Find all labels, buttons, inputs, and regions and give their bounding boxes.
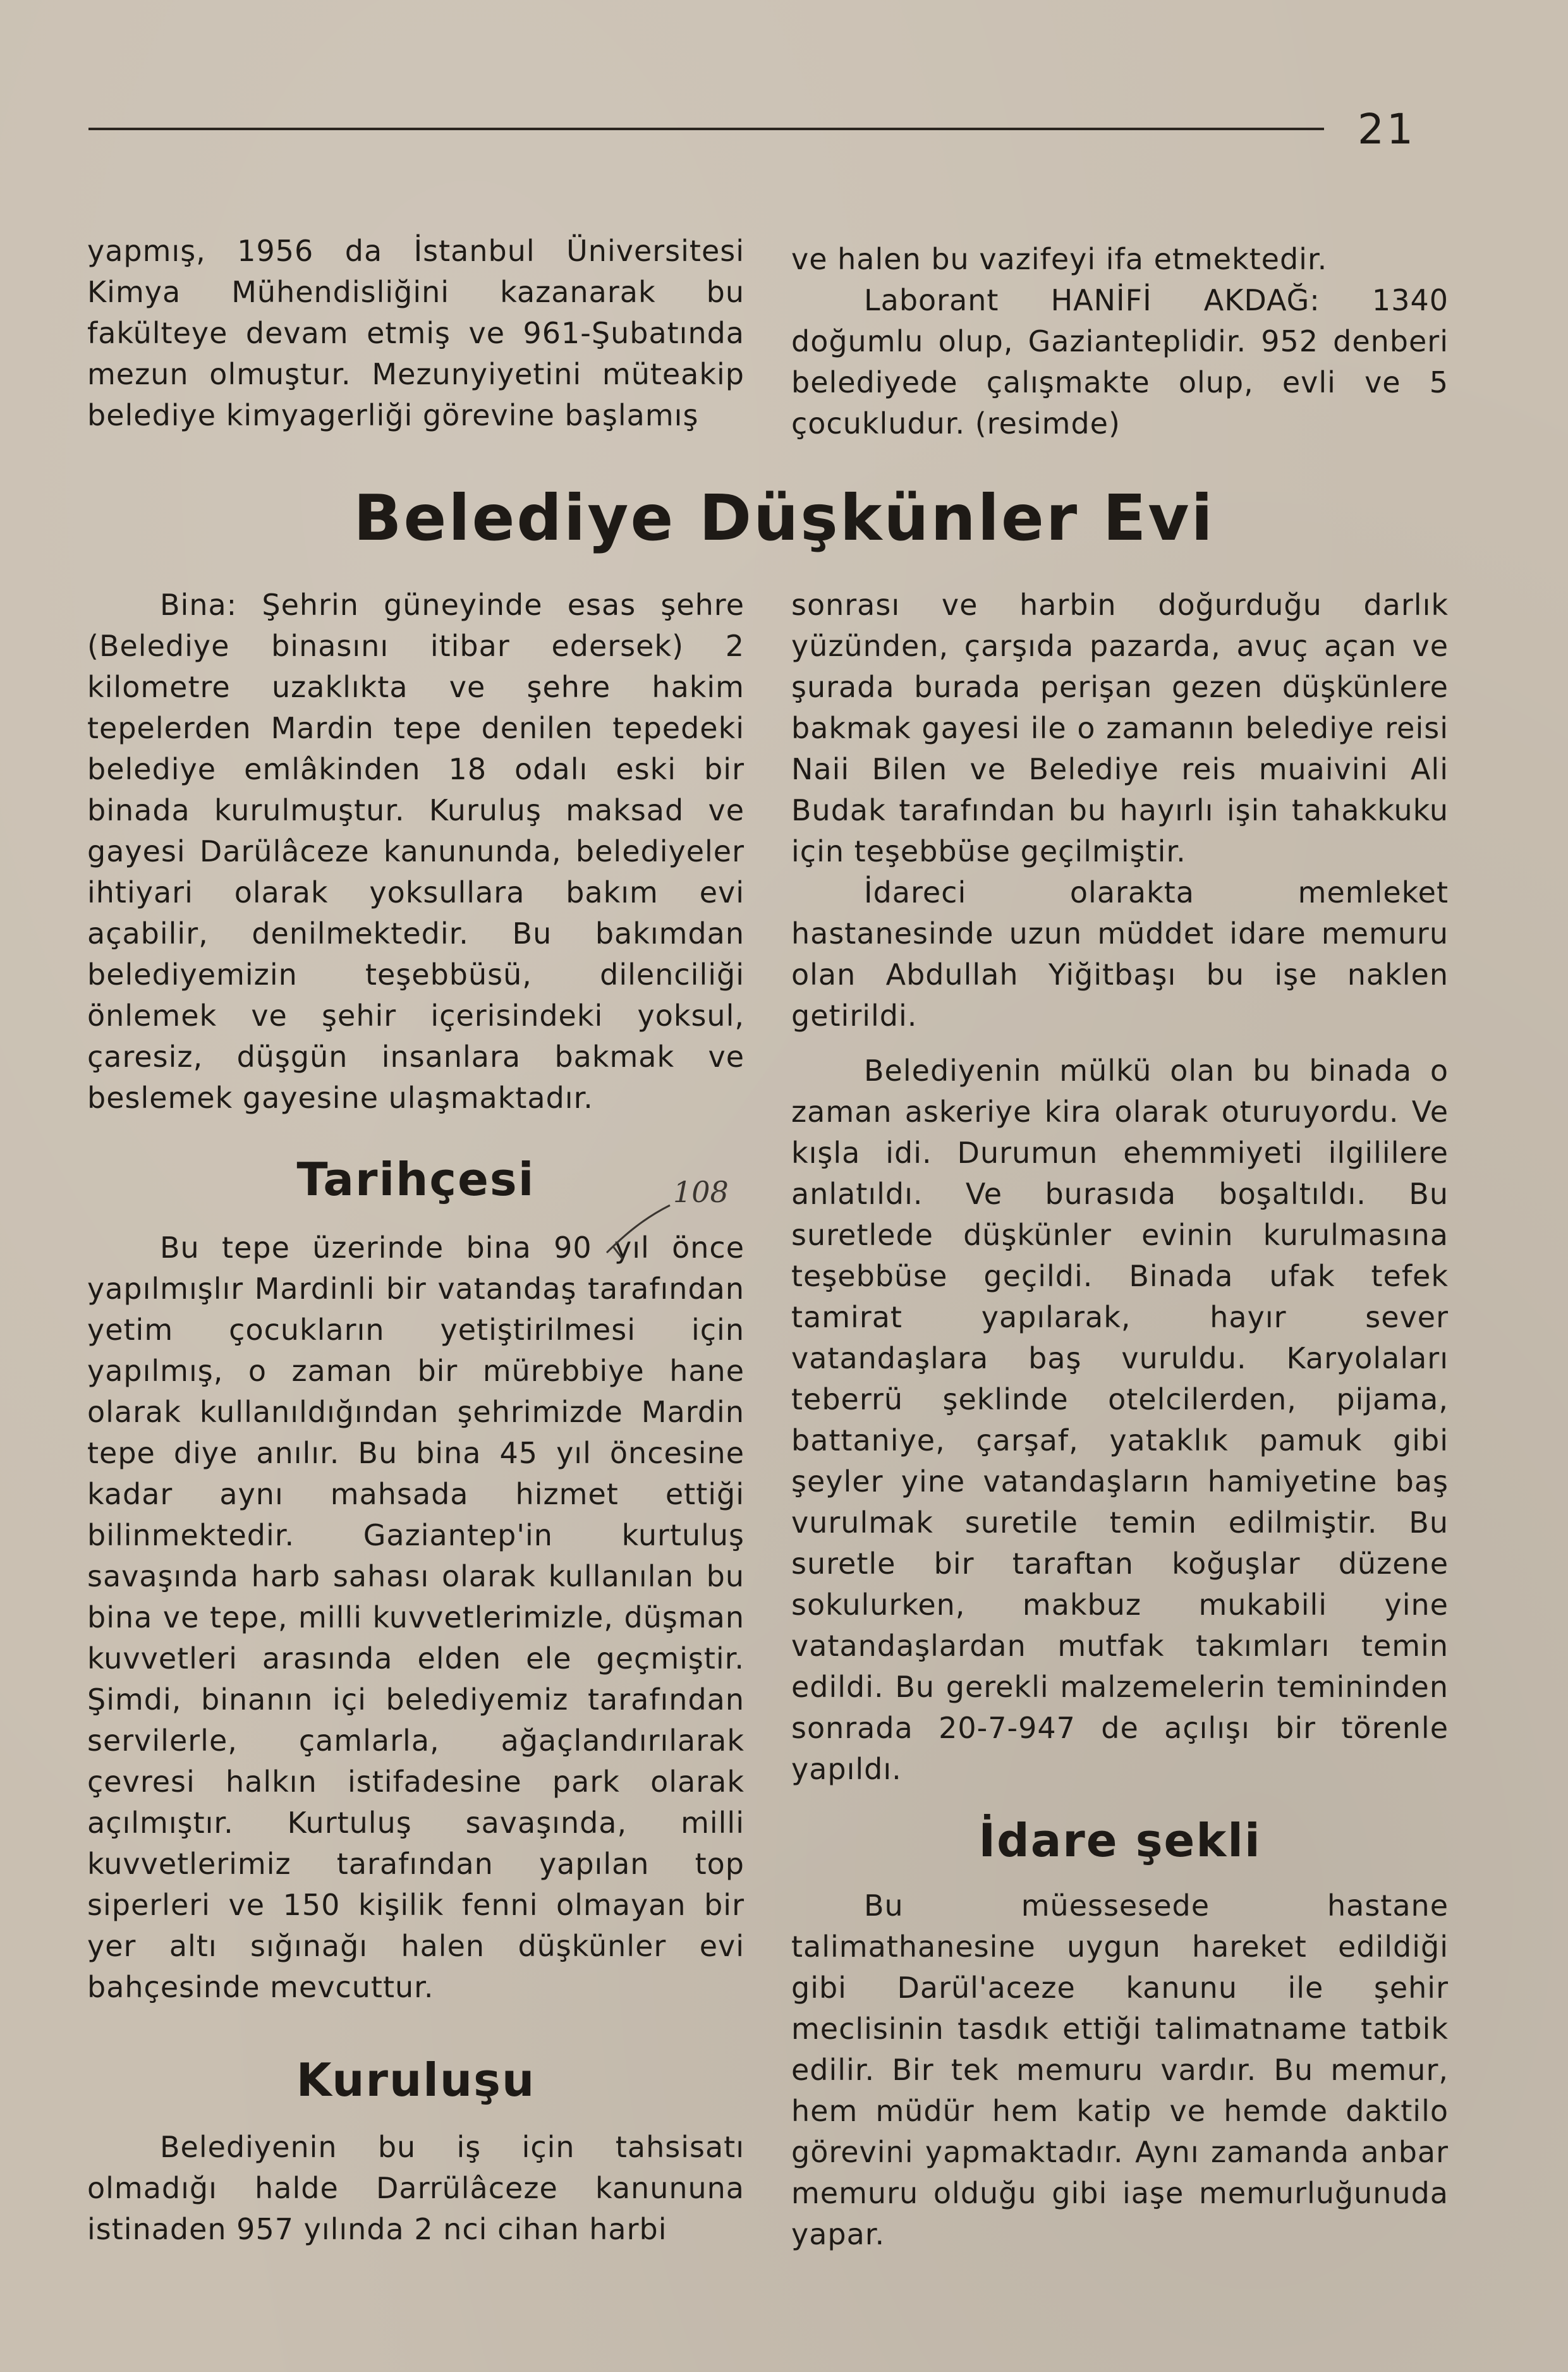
article-title: Belediye Düşkünler Evi	[353, 481, 1215, 555]
building-paragraph: Bina: Şehrin güneyinde esas şehre (Belediye binasını itibar edersek) 2 kilometre uzaklıkta ve şehre hakim tepelerden Mardin tepe denilen tepedeki belediye emlâkinden 18 odalı eski bir binada kurulmuştur. Kuruluş maksad ve gayesi Darülâceze kanununda, belediyeler ihtiyari olarak yoksullara bakım evi açabilir, denilmektedir. Bu bakımdan belediyemizin teşebbüsü, dilenciliği önlemek ve şehir içerisindeki yoksul, çaresiz, düşgün insanlara bakmak ve beslemek gayesine ulaşmaktadır.	[87, 588, 744, 1115]
founding-heading: Kuruluşu	[296, 2053, 536, 2107]
history-heading: Tarihçesi	[296, 1153, 535, 1206]
building-history-paragraph: Belediyenin mülkü olan bu binada o zaman askeriye kira olarak oturuyordu. Ve kışla idi. Durumun ehemmiyeti ilgililere anlatıldı. Ve burasıda boşaltıldı. Bu suretlede düşkünler evinin kurulmasına teşebbüse geçildi. Binada ufak tefek tamirat yapılarak, hayır sever vatandaşlara baş vuruldu. Karyolaları teberrü şeklinde otelcilerden, pijama, battaniye, çarşaf, yataklık pamuk gibi şeyler yine vatandaşların hamiyetine baş vurulmak suretile temin edilmiştir. Bu suretle bir taraftan koğuşlar düzene sokulurken, makbuz mukabili yine vatandaşlardan mutfak takımları temin edildi. Bu gerekli malzemelerin temininden sonrada 20-7-947 de açılışı bir törenle yapıldı.	[791, 1054, 1449, 1786]
article-left-column	[87, 585, 744, 2250]
annotation-text: 108	[673, 1175, 729, 1209]
intro-left-column	[87, 231, 744, 436]
founding-paragraph-start: Belediyenin bu iş için tahsisatı olmadığı halde Darrülâceze kanununa istinaden 957 yılında 2 nci cihan harbi	[87, 2130, 744, 2246]
intro-right-paragraph-1: ve halen bu vazifeyi ifa etmektedir.	[791, 242, 1328, 276]
header-rule	[88, 128, 1324, 130]
intro-right-paragraph-2: Laborant HANİFİ AKDAĞ: 1340 doğumlu olup, Gazianteplidir. 952 denberi belediyede çalışmakte olup, evli ve 5 çocukludur. (resimde)	[791, 283, 1449, 441]
handwritten-annotation-icon	[600, 1158, 729, 1265]
intro-right-column	[791, 239, 1449, 444]
article-right-column	[791, 585, 1449, 2255]
administrator-paragraph: İdareci olarakta memleket hastanesinde uzun müddet idare memuru olan Abdullah Yiğitbaşı bu işe naklen getirildi.	[791, 875, 1449, 1033]
founding-paragraph-continued: sonrası ve harbin doğurduğu darlık yüzünden, çarşıda pazarda, avuç açan ve şurada burada perişan gezen düşkünlere bakmak gayesi ile o zamanın belediye reisi Naii Bilen ve Belediye reis muaivini Ali Budak tarafından bu hayırlı işin tahakkuku için teşebbüse geçilmiştir.	[791, 588, 1449, 868]
administration-heading: İdare şekli	[978, 1814, 1261, 1867]
intro-left-paragraph: yapmış, 1956 da İstanbul Üniversitesi Kimya Mühendisliğini kazanarak bu fakülteye devam etmiş ve 961-Şubatında mezun olmuştur. Mezunyiyetini müteakip belediye kimyagerliği görevine başlamış	[87, 234, 744, 432]
history-paragraph: Bu tepe üzerinde bina 90 yıl önce yapılmışlır Mardinli bir vatandaş tarafından yetim çocukların yetiştirilmesi için yapılmış, o zaman bir mürebbiye hane olarak kullanıldığından şehrimizde Mardin tepe diye anılır. Bu bina 45 yıl öncesine kadar aynı mahsada hizmet ettiği bilinmektedir. Gaziantep'in kurtuluş savaşında harb sahası olarak kullanılan bu bina ve tepe, milli kuvvetlerimizle, düşman kuvvetleri arasında elden ele geçmiştir. Şimdi, binanın içi belediyemiz tarafından servilerle, çamlarla, ağaçlandırılarak çevresi halkın istifadesine park olarak açılmıştır. Kurtuluş savaşında, milli kuvvetlerimiz tarafından yapılan top siperleri ve 150 kişilik fenni olmayan bir yer altı sığınağı halen düşkünler evi bahçesinde mevcuttur.	[87, 1231, 744, 2004]
administration-paragraph: Bu müessesede hastane talimathanesine uygun hareket edildiği gibi Darül'aceze kanunu ile şehir meclisinin tasdık ettiği talimatname tatbik edilir. Bir tek memuru vardır. Bu memur, hem müdür hem katip ve hemde daktilo görevini yapmaktadır. Aynı zamanda anbar memuru olduğu gibi iaşe memurluğunuda yapar.	[791, 1888, 1449, 2251]
page-number: 21	[1358, 105, 1416, 154]
